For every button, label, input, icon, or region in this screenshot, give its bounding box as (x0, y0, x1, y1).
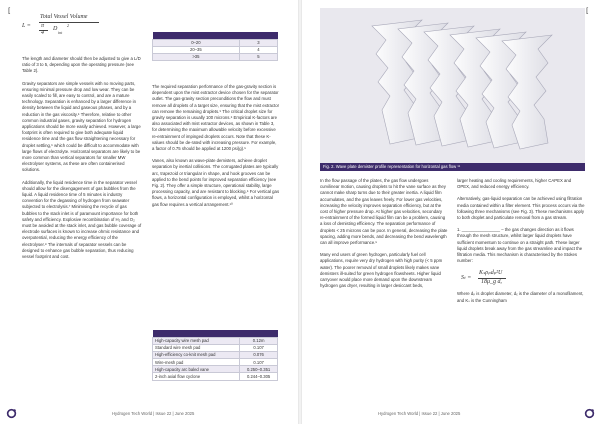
table-cell: Wire-mesh pad (153, 359, 240, 366)
formula-numerator: Total Vessel Volume (40, 14, 88, 20)
paragraph: Many end users of green hydrogen, particularly fuel cell applications, require very dry hydrogen with high purity (< 5 ppm water). The poorer removal of small droplets likely makes vane demisters ill-suited for green hydrogen flowsheets. Higher liquid carryover would place more demand upon the downstream hydrogen gas dryer, resulting in larger desiccant beds, (320, 252, 443, 289)
formula-lhs: L = (22, 23, 31, 29)
table-cell: 0.107 (240, 359, 278, 366)
formula-subscript: int (58, 30, 63, 35)
table-row (153, 373, 278, 380)
paragraph: Where dₚ is droplet diameter, dₓ is the diameter of a monofilament, and Kₛ is the Cunningham (457, 291, 584, 303)
table-2 (152, 32, 278, 61)
table-cell: High-capacity arc baled vane (153, 366, 240, 373)
table-row (153, 359, 278, 366)
figure-wave-plate-demister (320, 8, 585, 163)
footer-text: Hydrogen Tech World | Issue 22 | June 2025 (112, 411, 195, 416)
paragraph: In the flow passage of the plates, the gas flow undergoes curvilinear motion, causing droplets to hit the vane surface as they cannot make sharp turns due to their greater inertia. A liquid film accumulates, and the gas leaves freely. For lower gas velocities, increasing the velocity improves separation efficiency, but at the cost of higher pressure drop. At higher gas velocities, secondary re-entrainment of the formed liquid film can be a problem, causing a loss of demisting efficiency. The separation performance of droplets < 25 microns can be poor. In general, decreasing the plate spacing, adding more bends, and decreasing the bend wavelength can all improve performance.⁵ (320, 178, 448, 246)
paragraph: Additionally, the liquid residence time in the separator vessel should allow for the disengagement of gas bubbles from the liquid. A liquid residence time of 5 minutes is industry convention for the degassing of hydrogen from seawater subjected to electrolysis.⁷ Minimising the recycle of gas bubbles to the stack inlet is of paramount importance for both safety and efficiency. Explosive recombination of H₂ and O₂ must be avoided at the stack inlet, and gas bubble coverage of electrode surfaces is known to increase ohmic resistance and overpotential, reducing the energy efficiency of the electrolyser.⁸ The internals of separator vessels can be designed to enhance gas bubble separation, thus reducing vessel footprint and cost. (22, 179, 142, 260)
paragraph: larger heating and cooling requirements, higher CAPEX and OPEX, and reduced energy efficiency. (457, 178, 572, 190)
stokes-numerator: Kₛρₚdₚ²U (479, 270, 503, 277)
paragraph: 1. ________________ – the gas changes direction as it flows through the mesh structure, whilst larger liquid droplets have sufficient momentum to continue on a straight path. These larger liquid droplets break away from the gas streamline and impact the filtration media. This mechanism is characterised by the Stokes number: (457, 227, 583, 264)
table-header-cell (240, 330, 278, 337)
table-cell: >35 (153, 53, 240, 60)
table-cell: 20–35 (153, 46, 240, 53)
paragraph: Alternatively, gas-liquid separation can be achieved using filtration media contained within a filter element. This process occurs via the following three mechanisms (see Fig. 3). These mechanisms apply to both droplet and particulate removal from a gas stream. (457, 196, 585, 221)
formula-denominator: D (53, 26, 58, 32)
table-row (153, 53, 278, 60)
table-cell: Standard wire mesh pad (153, 344, 240, 351)
right-column-2 (457, 178, 585, 310)
stokes-formula (457, 270, 585, 286)
table-row (153, 337, 278, 344)
left-column-1 (22, 56, 142, 266)
formula-superscript: 2 (67, 23, 69, 28)
figure-caption: Fig. 2. Wave plate demister profile representation for horizontal gas flow ¹¹ (320, 163, 585, 171)
magazine-logo-icon (584, 408, 595, 419)
table-header-cell (153, 32, 240, 39)
table-cell: 3 (239, 39, 277, 46)
paragraph: Vanes, also known as wave-plate demisters, achieve droplet separation by inertial collisions. The corrugated plates are typically arc, trapezoid or triangular in shape, and hook grooves can be applied to the bend points for improved separation efficiency (see Fig. 2). They offer a simple structure, operational stability, large processing capacity, and are resistant to blocking.⁵ For vertical gas flows, a horizontal configuration is employed, whilst a horizontal gas flow requires a vertical arrangement.¹⁰ (152, 158, 280, 207)
page-bracket-right: [ (586, 7, 589, 15)
left-column-2 (152, 84, 280, 214)
formula-four: 4 (41, 30, 44, 36)
table-row (153, 46, 278, 53)
table-cell: 5 (239, 53, 277, 60)
table-cell: 4 (239, 46, 277, 53)
table-row (153, 366, 278, 373)
table-cell: 0–20 (153, 39, 240, 46)
table-row (153, 39, 278, 46)
formula-fraction-line (39, 22, 99, 23)
table-cell: High-capacity wire mesh pad (153, 337, 240, 344)
table-3 (152, 330, 278, 381)
magazine-logo-icon (6, 408, 17, 419)
table-row (153, 344, 278, 351)
table-cell: 0.076 (240, 351, 278, 358)
paragraph: The length and diameter should then be adjusted to give a L/D ratio of 3 to 5, depending upon the operating pressure (see Table 2). (22, 56, 141, 74)
footer-text: Hydrogen Tech World | Issue 22 | June 2025 (378, 411, 461, 416)
table-cell: 0.250–0.351 (240, 366, 278, 373)
vessel-length-formula (22, 10, 132, 50)
formula-pi: π (41, 23, 45, 29)
paragraph: The required separation performance of the gas-gravity section is dependent upon the mist extractor device chosen for the separator outlet. The gas-gravity section preconditions the flow and must remove all droplets of a target size, ensuring that the mist extractor can remove the remaining droplets.⁹ The critical droplet size for gravity separation is usually 100 microns.⁵ Empirical K-factors are also associated with mist extractor devices, as shown in Table 3, for determining the maximum allowable velocity before excessive re-entrainment of impinged droplets occurs. Note that these K-values should be de-rated with increasing pressure. For example, a factor of 0.75 should be applied at 1200 psi(g).⁵ (152, 84, 280, 152)
page-bracket-left: [ (8, 7, 11, 15)
stokes-lhs: Sₜ = (461, 275, 472, 282)
table-cell: 0.12m (240, 337, 278, 344)
stokes-denominator: 18μ_g dₓ (481, 279, 503, 286)
table-header-cell (239, 32, 277, 39)
table-cell: High-efficiency co-knit mesh pad (153, 351, 240, 358)
paragraph: Gravity separators are simple vessels with no moving parts, ensuring minimal pressure drop and low wear. They can be easily scaled to fill, are easy to control, and are a mature technology. Separation is enhanced by a larger difference in density between the liquid and gaseous phases, and by a reduction in the gas viscosity.⁵ Therefore, relative to other common industrial gases, gravity separation for hydrogen applications should be more easily achieved. However, a large footprint is often required to give both adequate liquid residence time and the gas flow straightening necessary for droplet settling,⁶ which could be difficult to accommodate with large flows of electrolyte. Horizontal separators are likely to be more common than vertical separators for smaller MW electrolyser systems, as these are often containerised solutions. (22, 80, 141, 173)
table-cell: 0.107 (240, 344, 278, 351)
right-column-1 (320, 178, 448, 295)
table-header-cell (153, 330, 240, 337)
page-gutter (298, 0, 302, 424)
wave-plate-illustration (320, 8, 585, 163)
table-row (153, 351, 278, 358)
table-cell: 0.244–0.305 (240, 373, 278, 380)
table-cell: 2-inch axial flow cyclone (153, 373, 240, 380)
